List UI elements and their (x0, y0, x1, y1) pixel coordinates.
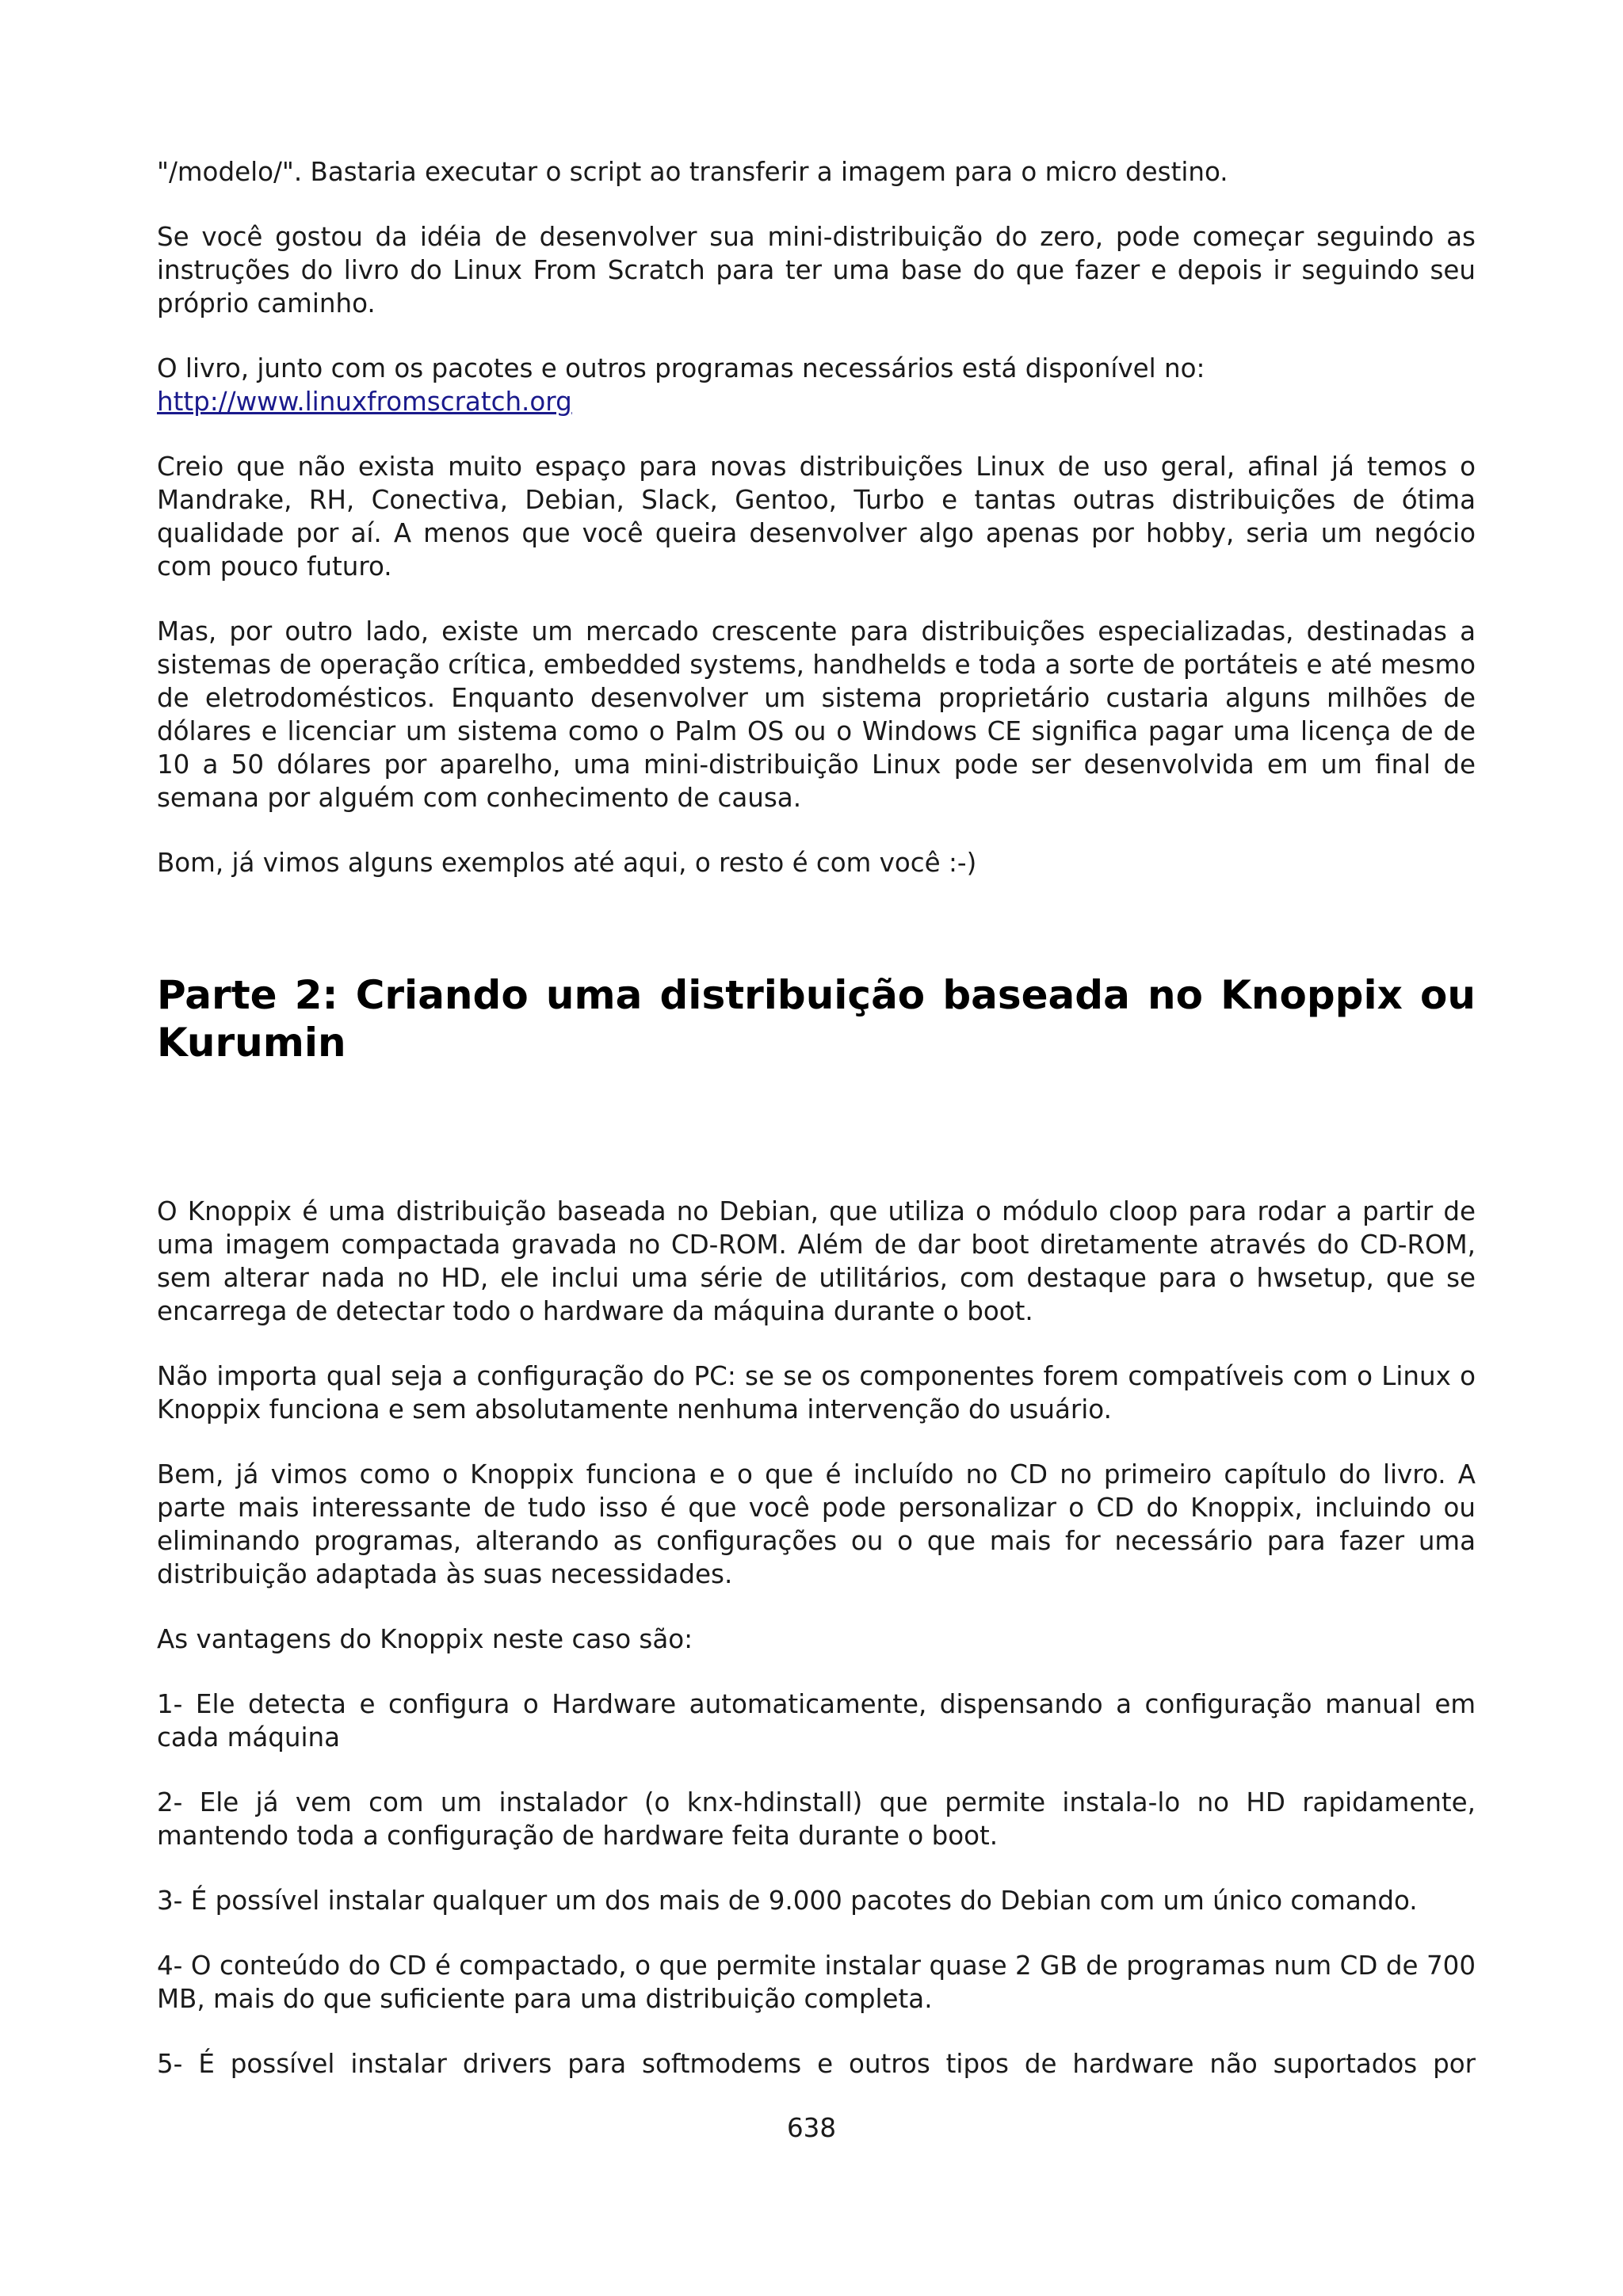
paragraph-pc-config: Não importa qual seja a configuração do PC: se se os componentes forem compatíveis com o Linux o Knoppix funciona e sem absolutamente nenhuma intervenção do usuário. (157, 1361, 1476, 1425)
list-item-advantage-3: 3- É possível instalar qualquer um dos mais de 9.000 pacotes do Debian com um único comando. (157, 1886, 1418, 1916)
list-item-advantage-4: 4- O conteúdo do CD é compactado, o que permite instalar quase 2 GB de programas num CD de 700 MB, mais do que suficiente para uma distribuição completa. (157, 1951, 1476, 2014)
list-item-advantage-2: 2- Ele já vem com um instalador (o knx-hdinstall) que permite instala-lo no HD rapidamente, mantendo toda a configuração de hardware feita durante o boot. (157, 1787, 1476, 1851)
paragraph-examples: Bom, já vimos alguns exemplos até aqui, o resto é com você :-) (157, 848, 977, 878)
paragraph-modelo: "/modelo/". Bastaria executar o script ao transferir a imagem para o micro destino. (157, 157, 1228, 187)
paragraph-specialized-market: Mas, por outro lado, existe um mercado crescente para distribuições especializadas, destinadas a sistemas de operação crítica, embedded systems, handhelds e toda a sorte de portáteis e até mesmo de eletrodomésticos. Enquanto desenvolver um sistema proprietário custaria alguns milhões de dólares e licenciar um sistema como o Palm OS ou o Windows CE significa pagar uma licença de de 10 a 50 dólares por aparelho, uma mini-distribuição Linux pode ser desenvolvida em um final de semana por alguém com conhecimento de causa. (157, 616, 1476, 813)
section-heading: Parte 2: Criando uma distribuição baseada no Knoppix ou Kurumin (157, 972, 1476, 1066)
lfs-link[interactable]: http://www.linuxfromscratch.org (157, 387, 572, 417)
list-item-advantage-1: 1- Ele detecta e configura o Hardware automaticamente, dispensando a configuração manual em cada máquina (157, 1689, 1476, 1753)
document-page (157, 155, 1476, 2112)
paragraph-lfs-intro: Se você gostou da idéia de desenvolver sua mini-distribuição do zero, pode começar seguindo as instruções do livro do Linux From Scratch para ter uma base do que fazer e depois ir seguindo seu próprio caminho. (157, 222, 1476, 318)
lfs-availability-text: O livro, junto com os pacotes e outros programas necessários está disponível no: (157, 353, 1205, 383)
paragraph-advantages-intro: As vantagens do Knoppix neste caso são: (157, 1624, 693, 1654)
list-item-advantage-5: 5- É possível instalar drivers para softmodems e outros tipos de hardware não suportados por (157, 2049, 1476, 2079)
paragraph-knoppix-intro: O Knoppix é uma distribuição baseada no Debian, que utiliza o módulo cloop para rodar a partir de uma imagem compactada gravada no CD-ROM. Além de dar boot diretamente através do CD-ROM, sem alterar nada no HD, ele inclui uma série de utilitários, com destaque para o hwsetup, que se encarrega de detectar todo o hardware da máquina durante o boot. (157, 1196, 1476, 1326)
paragraph-lfs-link (157, 352, 1476, 418)
page-number: 638 (786, 2113, 837, 2143)
paragraph-customize: Bem, já vimos como o Knoppix funciona e o que é incluído no CD no primeiro capítulo do livro. A parte mais interessante de tudo isso é que você pode personalizar o CD do Knoppix, incluindo ou eliminando programas, alterando as configurações ou o que mais for necessário para fazer uma distribuição adaptada às suas necessidades. (157, 1459, 1476, 1589)
paragraph-general-distros: Creio que não exista muito espaço para novas distribuições Linux de uso geral, afinal já temos o Mandrake, RH, Conectiva, Debian, Slack, Gentoo, Turbo e tantas outras distribuições de ótima qualidade por aí. A menos que você queira desenvolver algo apenas por hobby, seria um negócio com pouco futuro. (157, 452, 1476, 582)
